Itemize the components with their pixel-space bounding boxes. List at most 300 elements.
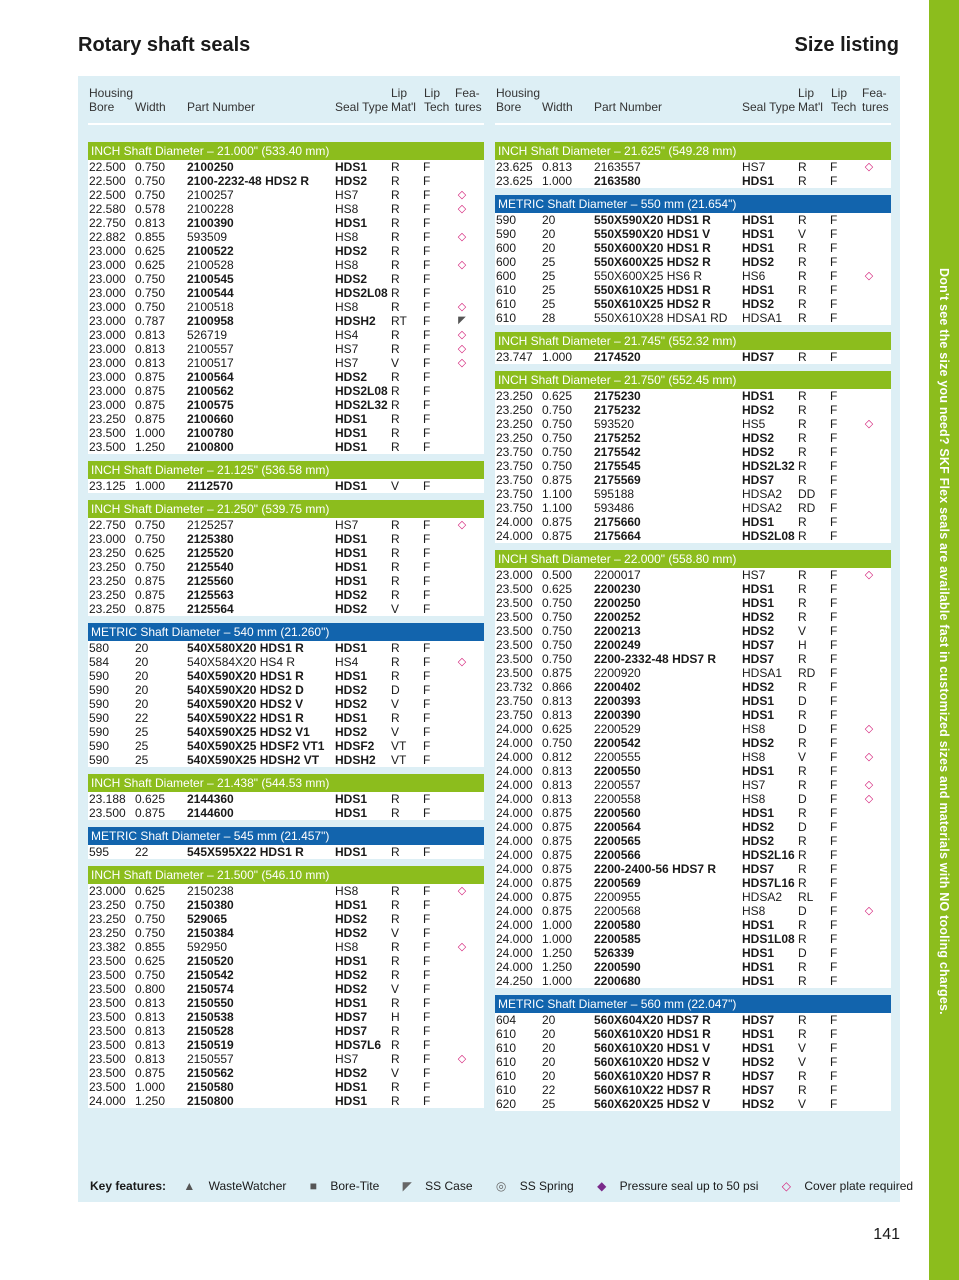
table-row xyxy=(495,445,891,459)
table-row xyxy=(88,792,484,806)
lip-tech-cell: F xyxy=(423,792,431,806)
part-number-cell: 550X600X25 HDS2 R xyxy=(594,255,711,269)
header-housing: Housing xyxy=(89,86,134,100)
header-features: Fea- xyxy=(862,86,887,100)
lip-material-cell: R xyxy=(391,669,400,683)
seal-type-cell: HDS1 xyxy=(335,792,368,806)
part-number-cell: 595188 xyxy=(594,487,635,501)
size-section xyxy=(495,195,891,325)
lip-material-cell: R xyxy=(391,560,400,574)
key-features xyxy=(90,1179,914,1193)
lip-material-cell: R xyxy=(391,996,400,1010)
bore-cell: 595 xyxy=(89,845,110,859)
lip-material-cell: R xyxy=(798,1027,807,1041)
lip-tech-cell: F xyxy=(830,932,838,946)
lip-material-cell: R xyxy=(391,884,400,898)
lip-tech-cell: F xyxy=(830,417,838,431)
part-number-cell: 545X595X22 HDS1 R xyxy=(187,845,304,859)
lip-tech-cell: F xyxy=(423,384,431,398)
cover-plate-icon: ◇ xyxy=(457,357,467,369)
part-number-cell: 2150574 xyxy=(187,982,234,996)
lip-material-cell: R xyxy=(391,286,400,300)
width-cell: 0.875 xyxy=(542,666,573,680)
lip-tech-cell: F xyxy=(830,848,838,862)
lip-material-cell: R xyxy=(391,574,400,588)
lip-material-cell: R xyxy=(391,940,400,954)
width-cell: 20 xyxy=(542,1013,556,1027)
bore-cell: 22.500 xyxy=(89,188,126,202)
lip-material-cell: R xyxy=(391,398,400,412)
page-number: 141 xyxy=(873,1226,900,1243)
seal-type-cell: HDS1 xyxy=(335,440,368,454)
lip-material-cell: R xyxy=(391,1094,400,1108)
bore-cell: 24.000 xyxy=(496,736,533,750)
bore-cell: 23.500 xyxy=(89,440,126,454)
bore-cell: 23.000 xyxy=(89,328,126,342)
bore-cell: 23.500 xyxy=(89,1010,126,1024)
bore-cell: 620 xyxy=(496,1097,517,1111)
lip-material-cell: R xyxy=(798,848,807,862)
table-row xyxy=(495,529,891,543)
bore-cell: 610 xyxy=(496,1069,517,1083)
lip-material-cell: V xyxy=(798,227,807,241)
seal-type-cell: HDS2 xyxy=(742,255,775,269)
width-cell: 0.875 xyxy=(135,1066,166,1080)
width-cell: 0.625 xyxy=(135,546,166,560)
width-cell: 0.813 xyxy=(135,216,166,230)
width-cell: 20 xyxy=(135,683,149,697)
legend-cover-plate xyxy=(782,1179,923,1193)
table-row xyxy=(88,912,484,926)
part-number-cell: 2100228 xyxy=(187,202,234,216)
lip-tech-cell: F xyxy=(423,898,431,912)
seal-type-cell: HDS2 xyxy=(335,174,368,188)
bore-cell: 23.000 xyxy=(89,884,126,898)
width-cell: 1.000 xyxy=(542,974,573,988)
part-number-cell: 2200564 xyxy=(594,820,641,834)
section-header: INCH Shaft Diameter – 21.250" (539.75 mm) xyxy=(88,500,484,518)
bore-cell: 24.250 xyxy=(496,974,533,988)
left-column xyxy=(88,142,484,1115)
lip-material-cell: R xyxy=(798,764,807,778)
cover-plate-icon: ◇ xyxy=(864,793,874,805)
part-number-cell: 550X610X25 HDS2 R xyxy=(594,297,711,311)
part-number-cell: 2100564 xyxy=(187,370,234,384)
seal-type-cell: HDS2 xyxy=(335,370,368,384)
table-row xyxy=(88,968,484,982)
table-row xyxy=(88,669,484,683)
bore-cell: 23.500 xyxy=(89,996,126,1010)
lip-tech-cell: F xyxy=(423,739,431,753)
table-row xyxy=(88,725,484,739)
part-number-cell: 2100-2232-48 HDS2 R xyxy=(187,174,310,188)
lip-tech-cell: F xyxy=(830,350,838,364)
lip-tech-cell: F xyxy=(830,820,838,834)
lip-tech-cell: F xyxy=(423,328,431,342)
part-number-cell: 550X610X28 HDSA1 RD xyxy=(594,311,728,325)
lip-tech-cell: F xyxy=(423,806,431,820)
seal-type-cell: HDS2 xyxy=(742,1097,775,1111)
table-row xyxy=(88,982,484,996)
part-number-cell: 2175664 xyxy=(594,529,641,543)
part-number-cell: 560X610X20 HDS1 R xyxy=(594,1027,711,1041)
lip-material-cell: R xyxy=(798,160,807,174)
part-number-cell: 2200252 xyxy=(594,610,641,624)
width-cell: 20 xyxy=(542,227,556,241)
bore-cell: 590 xyxy=(89,697,110,711)
lip-material-cell: R xyxy=(391,216,400,230)
lip-material-cell: R xyxy=(391,546,400,560)
width-cell: 0.812 xyxy=(542,750,573,764)
seal-type-cell: HS5 xyxy=(742,417,766,431)
seal-type-cell: HDS1 xyxy=(742,806,775,820)
bore-cell: 23.000 xyxy=(89,272,126,286)
seal-type-cell: HDS1 xyxy=(742,1027,775,1041)
lip-tech-cell: F xyxy=(830,227,838,241)
width-cell: 0.875 xyxy=(542,820,573,834)
table-row xyxy=(88,479,484,493)
table-row xyxy=(495,806,891,820)
seal-type-cell: HDS1 xyxy=(335,426,368,440)
seal-type-cell: HDS1 xyxy=(335,546,368,560)
table-row xyxy=(495,568,891,582)
width-cell: 0.813 xyxy=(135,356,166,370)
part-number-cell: 540X584X20 HS4 R xyxy=(187,655,296,669)
seal-type-cell: HDS1 xyxy=(335,954,368,968)
part-number-cell: 2150550 xyxy=(187,996,234,1010)
seal-type-cell: HS7 xyxy=(742,778,766,792)
table-row xyxy=(88,1024,484,1038)
part-number-cell: 2100780 xyxy=(187,426,234,440)
lip-material-cell: V xyxy=(798,1041,807,1055)
lip-material-cell: V xyxy=(798,750,807,764)
lip-tech-cell: F xyxy=(830,487,838,501)
bore-cell: 24.000 xyxy=(496,750,533,764)
legend-bore-tite xyxy=(310,1179,390,1193)
size-section xyxy=(88,827,484,859)
seal-type-cell: HDS1 xyxy=(335,996,368,1010)
cover-plate-icon: ◇ xyxy=(457,519,467,531)
table-row xyxy=(88,683,484,697)
lip-material-cell: R xyxy=(798,459,807,473)
width-cell: 0.813 xyxy=(542,792,573,806)
cover-plate-icon: ◇ xyxy=(781,1179,791,1193)
width-cell: 0.855 xyxy=(135,940,166,954)
bore-cell: 23.250 xyxy=(89,546,126,560)
lip-material-cell: R xyxy=(798,473,807,487)
part-number-cell: 550X610X25 HDS1 R xyxy=(594,283,711,297)
bore-cell: 24.000 xyxy=(496,862,533,876)
lip-material-cell: D xyxy=(798,904,807,918)
lip-tech-cell: F xyxy=(423,160,431,174)
width-cell: 0.875 xyxy=(135,806,166,820)
table-row xyxy=(495,750,891,764)
table-row xyxy=(495,1013,891,1027)
seal-type-cell: HDS7 xyxy=(335,1010,368,1024)
part-number-cell: 2200566 xyxy=(594,848,641,862)
width-cell: 0.750 xyxy=(135,560,166,574)
lip-tech-cell: F xyxy=(423,1094,431,1108)
table-row xyxy=(495,960,891,974)
part-number-cell: 550X590X20 HDS1 V xyxy=(594,227,711,241)
bore-cell: 23.625 xyxy=(496,160,533,174)
lip-tech-cell: F xyxy=(423,518,431,532)
table-row xyxy=(88,300,484,314)
seal-type-cell: HDS1L08 xyxy=(742,932,795,946)
table-row xyxy=(495,227,891,241)
legend-pressure-seal xyxy=(597,1179,768,1193)
width-cell: 0.875 xyxy=(542,834,573,848)
bore-cell: 23.250 xyxy=(89,588,126,602)
bore-cell: 22.580 xyxy=(89,202,126,216)
bore-cell: 24.000 xyxy=(89,1094,126,1108)
part-number-cell: 2200542 xyxy=(594,736,641,750)
table-row xyxy=(495,431,891,445)
part-number-cell: 2200569 xyxy=(594,876,641,890)
width-cell: 0.875 xyxy=(542,473,573,487)
legend-wastewatcher xyxy=(183,1179,296,1193)
part-number-cell: 2150800 xyxy=(187,1094,234,1108)
bore-cell: 23.732 xyxy=(496,680,533,694)
lip-tech-cell: F xyxy=(423,641,431,655)
header-part-number: Part Number xyxy=(187,100,256,114)
ss-spring-icon: ◎ xyxy=(495,1179,507,1193)
header-rule xyxy=(495,123,891,125)
lip-material-cell: R xyxy=(391,202,400,216)
section-header: INCH Shaft Diameter – 21.125" (536.58 mm) xyxy=(88,461,484,479)
lip-tech-cell: F xyxy=(830,1083,838,1097)
bore-cell: 23.250 xyxy=(89,926,126,940)
part-number-cell: 550X600X20 HDS1 R xyxy=(594,241,711,255)
bore-cell: 590 xyxy=(89,739,110,753)
table-row xyxy=(88,655,484,669)
width-cell: 20 xyxy=(542,1069,556,1083)
lip-tech-cell: F xyxy=(423,697,431,711)
table-row xyxy=(88,1066,484,1080)
width-cell: 0.750 xyxy=(135,926,166,940)
seal-type-cell: HDS2 xyxy=(335,1066,368,1080)
table-row xyxy=(495,297,891,311)
bore-cell: 23.750 xyxy=(496,459,533,473)
cover-plate-icon: ◇ xyxy=(457,941,467,953)
table-row xyxy=(495,283,891,297)
seal-type-cell: HDS2 xyxy=(742,820,775,834)
lip-material-cell: VT xyxy=(391,753,407,767)
lip-tech-cell: F xyxy=(423,356,431,370)
bore-cell: 24.000 xyxy=(496,778,533,792)
part-number-cell: 2150528 xyxy=(187,1024,234,1038)
seal-type-cell: HDS7 xyxy=(742,1083,775,1097)
lip-material-cell: R xyxy=(391,328,400,342)
width-cell: 0.750 xyxy=(135,968,166,982)
table-row xyxy=(495,834,891,848)
seal-type-cell: HS7 xyxy=(335,518,359,532)
bore-cell: 23.000 xyxy=(89,398,126,412)
section-header: INCH Shaft Diameter – 21.745" (552.32 mm) xyxy=(495,332,891,350)
seal-type-cell: HS8 xyxy=(335,202,359,216)
bore-cell: 23.500 xyxy=(496,652,533,666)
part-number-cell: 2200565 xyxy=(594,834,641,848)
table-row xyxy=(495,1097,891,1111)
table-row xyxy=(88,230,484,244)
lip-material-cell: R xyxy=(391,230,400,244)
bore-cell: 23.000 xyxy=(89,370,126,384)
part-number-cell: 526719 xyxy=(187,328,228,342)
table-row xyxy=(88,753,484,767)
seal-type-cell: HDSA2 xyxy=(742,890,783,904)
lip-material-cell: R xyxy=(798,1083,807,1097)
lip-material-cell: R xyxy=(798,445,807,459)
bore-cell: 23.250 xyxy=(89,912,126,926)
width-cell: 0.750 xyxy=(135,160,166,174)
width-cell: 0.578 xyxy=(135,202,166,216)
seal-type-cell: HDS2 xyxy=(335,683,368,697)
part-number-cell: 529065 xyxy=(187,912,228,926)
header-lip: Lip xyxy=(798,86,815,100)
lip-material-cell: R xyxy=(798,596,807,610)
bore-cell: 610 xyxy=(496,1055,517,1069)
part-number-cell: 2150380 xyxy=(187,898,234,912)
seal-type-cell: HDS1 xyxy=(335,711,368,725)
part-number-cell: 2150580 xyxy=(187,1080,234,1094)
lip-tech-cell: F xyxy=(830,610,838,624)
width-cell: 1.250 xyxy=(542,946,573,960)
lip-tech-cell: F xyxy=(423,683,431,697)
bore-cell: 22.882 xyxy=(89,230,126,244)
part-number-cell: 2150557 xyxy=(187,1052,234,1066)
width-cell: 0.625 xyxy=(542,389,573,403)
lip-tech-cell: F xyxy=(830,778,838,792)
lip-material-cell: R xyxy=(798,778,807,792)
bore-cell: 600 xyxy=(496,255,517,269)
seal-type-cell: HDS1 xyxy=(335,641,368,655)
lip-tech-cell: F xyxy=(830,764,838,778)
width-cell: 0.750 xyxy=(135,188,166,202)
width-cell: 20 xyxy=(135,655,149,669)
seal-type-cell: HDS2L08 xyxy=(335,384,388,398)
seal-type-cell: HDS2 xyxy=(335,926,368,940)
part-number-cell: 2200568 xyxy=(594,904,641,918)
table-row xyxy=(88,328,484,342)
seal-type-cell: HDS1 xyxy=(335,574,368,588)
part-number-cell: 2100528 xyxy=(187,258,234,272)
part-number-cell: 2125563 xyxy=(187,588,234,602)
width-cell: 25 xyxy=(542,297,556,311)
bore-cell: 23.500 xyxy=(89,1052,126,1066)
part-number-cell: 2100800 xyxy=(187,440,234,454)
part-number-cell: 2175542 xyxy=(594,445,641,459)
part-number-cell: 2100390 xyxy=(187,216,234,230)
table-row xyxy=(495,876,891,890)
seal-type-cell: HDS1 xyxy=(742,389,775,403)
bore-cell: 23.000 xyxy=(496,568,533,582)
part-number-cell: 540X590X20 HDS2 D xyxy=(187,683,304,697)
table-row xyxy=(88,739,484,753)
bore-cell: 23.000 xyxy=(89,258,126,272)
lip-material-cell: V xyxy=(391,479,400,493)
lip-material-cell: R xyxy=(798,708,807,722)
width-cell: 0.813 xyxy=(135,342,166,356)
lip-tech-cell: F xyxy=(830,904,838,918)
lip-material-cell: H xyxy=(391,1010,400,1024)
lip-tech-cell: F xyxy=(423,982,431,996)
table-row xyxy=(495,487,891,501)
bore-cell: 23.500 xyxy=(89,426,126,440)
section-header: INCH Shaft Diameter – 21.000" (533.40 mm) xyxy=(88,142,484,160)
width-cell: 25 xyxy=(135,725,149,739)
triangle-icon: ▲ xyxy=(183,1179,196,1193)
header-part-number: Part Number xyxy=(594,100,663,114)
lip-tech-cell: F xyxy=(830,297,838,311)
cover-plate-icon: ◇ xyxy=(457,259,467,271)
lip-tech-cell: F xyxy=(423,440,431,454)
table-row xyxy=(88,1094,484,1108)
seal-type-cell: HDS2 xyxy=(742,297,775,311)
width-cell: 0.875 xyxy=(542,806,573,820)
lip-material-cell: R xyxy=(798,515,807,529)
bore-cell: 24.000 xyxy=(496,764,533,778)
seal-type-cell: HDS1 xyxy=(742,283,775,297)
seal-type-cell: HDS1 xyxy=(742,213,775,227)
part-number-cell: 2200955 xyxy=(594,890,641,904)
lip-tech-cell: F xyxy=(830,459,838,473)
seal-type-cell: HDS1 xyxy=(742,515,775,529)
section-header: INCH Shaft Diameter – 22.000" (558.80 mm) xyxy=(495,550,891,568)
lip-material-cell: R xyxy=(391,412,400,426)
header-material: Mat'l xyxy=(798,100,823,114)
lip-tech-cell: F xyxy=(830,160,838,174)
lip-tech-cell: F xyxy=(830,1069,838,1083)
right-column xyxy=(495,142,891,1118)
bore-cell: 590 xyxy=(496,227,517,241)
table-row xyxy=(88,384,484,398)
square-icon: ■ xyxy=(309,1179,317,1193)
lip-tech-cell: F xyxy=(830,529,838,543)
table-row xyxy=(88,398,484,412)
cover-plate-icon: ◇ xyxy=(457,885,467,897)
lip-tech-cell: F xyxy=(423,216,431,230)
cover-plate-icon: ◇ xyxy=(457,1053,467,1065)
lip-tech-cell: F xyxy=(830,1041,838,1055)
seal-type-cell: HDS1 xyxy=(335,216,368,230)
width-cell: 1.250 xyxy=(135,1094,166,1108)
width-cell: 0.813 xyxy=(135,1010,166,1024)
lip-material-cell: V xyxy=(798,1055,807,1069)
seal-type-cell: HDS7L6 xyxy=(335,1038,382,1052)
bore-cell: 23.250 xyxy=(89,574,126,588)
table-row xyxy=(495,764,891,778)
width-cell: 0.813 xyxy=(135,1038,166,1052)
seal-type-cell: HDS2 xyxy=(335,602,368,616)
part-number-cell: 2175660 xyxy=(594,515,641,529)
bore-cell: 22.500 xyxy=(89,174,126,188)
lip-tech-cell: F xyxy=(830,736,838,750)
bore-cell: 23.500 xyxy=(89,968,126,982)
bore-cell: 24.000 xyxy=(496,792,533,806)
part-number-cell: 2174520 xyxy=(594,350,641,364)
lip-tech-cell: F xyxy=(830,515,838,529)
lip-tech-cell: F xyxy=(423,574,431,588)
table-row xyxy=(88,356,484,370)
width-cell: 1.100 xyxy=(542,501,573,515)
lip-tech-cell: F xyxy=(423,230,431,244)
width-cell: 0.875 xyxy=(135,588,166,602)
width-cell: 22 xyxy=(542,1083,556,1097)
bore-cell: 590 xyxy=(89,711,110,725)
seal-type-cell: HDS1 xyxy=(335,898,368,912)
seal-type-cell: HS8 xyxy=(742,722,766,736)
table-row xyxy=(495,624,891,638)
